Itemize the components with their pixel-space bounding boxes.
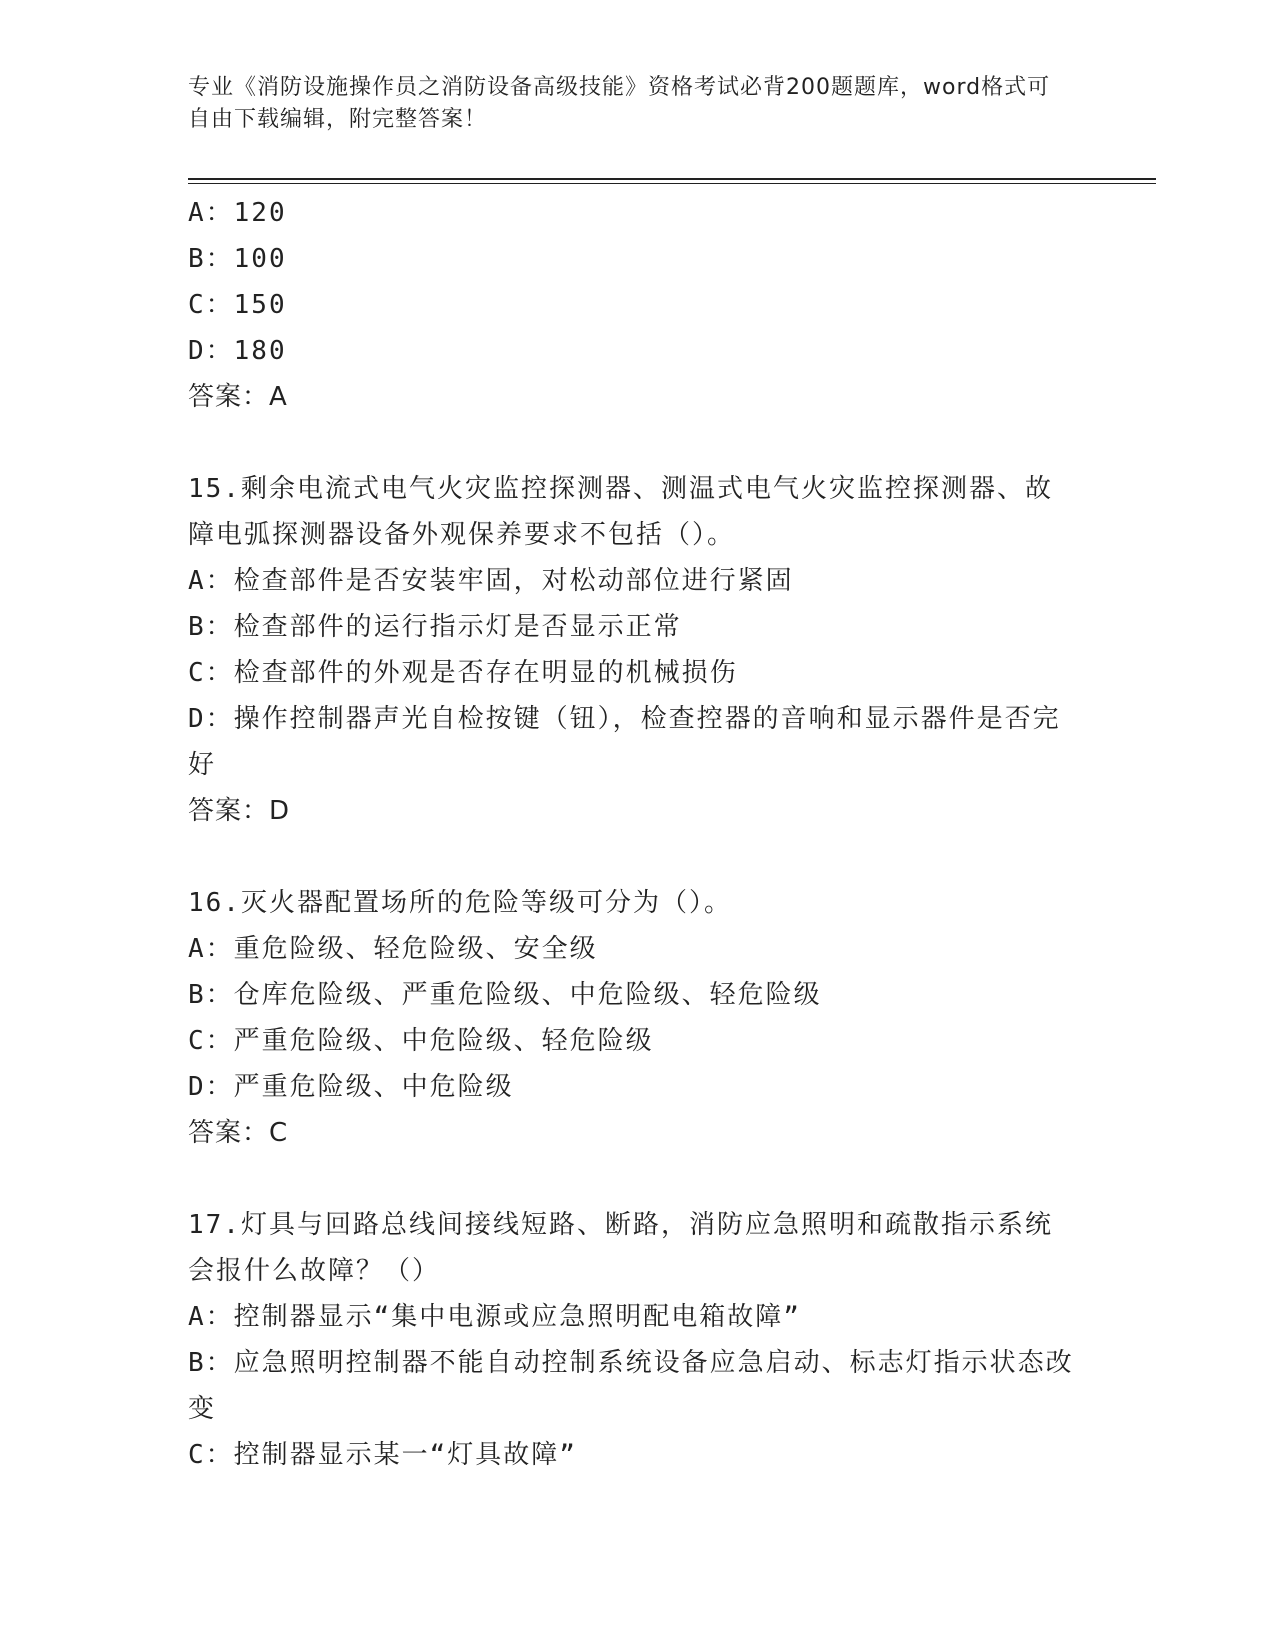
option-c: C：检查部件的外观是否存在明显的机械损伤 [188,658,738,688]
option-d: D：严重危险级、中危险级 [188,1072,514,1102]
answer: 答案：A [188,382,288,412]
question-stem-16: 16.灭火器配置场所的危险等级可分为（）。 [188,888,732,918]
question-content [188,190,1078,1478]
option-b: B：仓库危险级、严重危险级、中危险级、轻危险级 [188,980,822,1010]
spacer [188,420,1078,466]
option-c: C：150 [188,290,287,320]
answer: 答案：D [188,796,291,826]
option-d: D：操作控制器声光自检按键（钮），检查控器的音响和显示器件是否完好 [188,704,1061,780]
question-stem-15: 15.剩余电流式电气火灾监控探测器、测温式电气火灾监控探测器、故障电弧探测器设备外观保养要求不包括（）。 [188,474,1053,550]
spacer [188,1156,1078,1202]
option-c: C：控制器显示某一“灯具故障” [188,1440,577,1470]
spacer [188,834,1078,880]
option-b: B：100 [188,244,287,274]
answer: 答案：C [188,1118,289,1148]
option-b: B：检查部件的运行指示灯是否显示正常 [188,612,682,642]
option-b: B：应急照明控制器不能自动控制系统设备应急启动、标志灯指示状态改变 [188,1348,1074,1424]
header-rule-thin [188,183,1156,184]
option-a: A：重危险级、轻危险级、安全级 [188,934,598,964]
header-rule-thick [188,178,1156,180]
option-d: D：180 [188,336,287,366]
option-a: A：检查部件是否安装牢固，对松动部位进行紧固 [188,566,794,596]
option-c: C：严重危险级、中危险级、轻危险级 [188,1026,654,1056]
option-a: A：120 [188,198,287,228]
question-stem-17: 17.灯具与回路总线间接线短路、断路，消防应急照明和疏散指示系统会报什么故障？（） [188,1210,1053,1286]
option-a: A：控制器显示“集中电源或应急照明配电箱故障” [188,1302,801,1332]
document-header: 专业《消防设施操作员之消防设备高级技能》资格考试必背200题题库，word格式可自由下载编辑，附完整答案！ [188,75,1051,132]
